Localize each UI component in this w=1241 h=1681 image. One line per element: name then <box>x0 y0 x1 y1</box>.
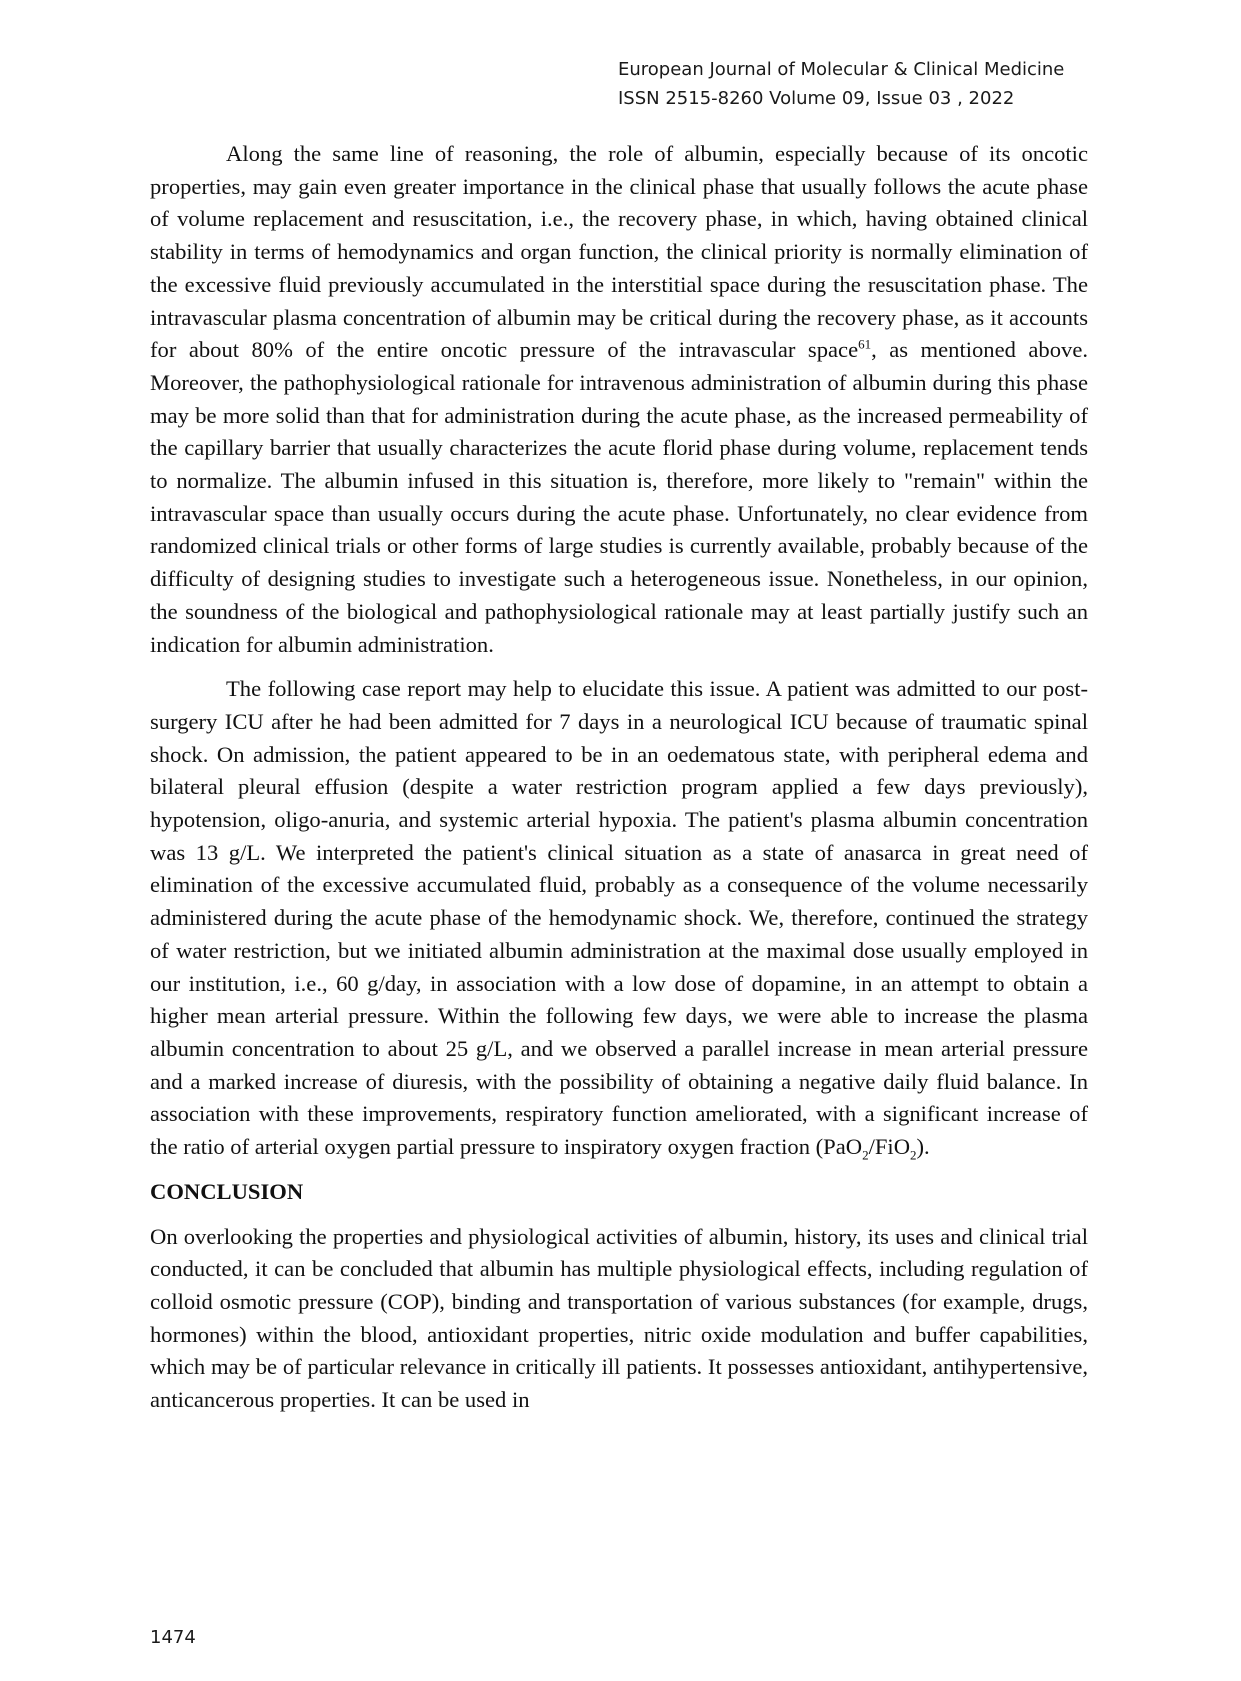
page-number: 1474 <box>150 1627 196 1648</box>
article-body <box>150 138 1088 1417</box>
paragraph-albumin-recovery-phase <box>150 138 1088 661</box>
issn-volume-line: ISSN 2515-8260 Volume 09, Issue 03 , 2022 <box>618 88 1015 109</box>
journal-title: European Journal of Molecular & Clinical Medicine <box>618 59 1065 80</box>
formula-pao2-fio2: (PaO$_2$/FiO$_2$). <box>815 1134 930 1163</box>
section-heading-conclusion: CONCLUSION <box>150 1178 304 1204</box>
paragraph-case-report <box>150 673 1088 1164</box>
paragraph-text: Along the same line of reasoning, the role of albumin, especially because of its oncotic properties, may gain even greater importance in the clinical phase that usually follows the acute phase of volume replacement and resuscitation, i.e., the recovery phase, in which, having obtained clinical stability in terms of hemodynamics and organ function, the clinical priority is normally elimination of the excessive fluid previously accumulated in the interstitial space during the resuscitation phase. The intravascular plasma concentration of albumin may be critical during the recovery phase, as it accounts for about 80% of the entire oncotic pressure of the intravascular space <box>150 141 1088 363</box>
journal-header <box>618 55 1064 113</box>
paragraph-conclusion: On overlooking the properties and physiological activities of albumin, history, its uses and clinical trial conducted, it can be concluded that albumin has multiple physiological effects, including regulation of colloid osmotic pressure (COP), binding and transportation of various substances (for example, drugs, hormones) within the blood, antioxidant properties, nitric oxide modulation and buffer capabilities, which may be of particular relevance in critically ill patients. It possesses antioxidant, antihypertensive, anticancerous properties. It can be used in <box>150 1223 1088 1413</box>
paragraph-text: , as mentioned above. Moreover, the pathophysiological rationale for intravenous administration of albumin during this phase may be more solid than that for administration during the acute phase, as the increased permeability of the capillary barrier that usually characterizes the acute florid phase during volume, replacement tends to normalize. The albumin infused in this situation is, therefore, more likely to "remain" within the intravascular space than usually occurs during the acute phase. Unfortunately, no clear evidence from randomized clinical trials or other forms of large studies is currently available, probably because of the difficulty of designing studies to investigate such a heterogeneous issue. Nonetheless, in our opinion, the soundness of the biological and pathophysiological rationale may at least partially justify such an indication for albumin administration. <box>150 337 1088 657</box>
paragraph-text: The following case report may help to elucidate this issue. A patient was admitted to our post-surgery ICU after he had been admitted for 7 days in a neurological ICU because of traumatic spinal shock. On admission, the patient appeared to be in an oedematous state, with peripheral edema and bilateral pleural effusion (despite a water restriction program applied a few days previously), hypotension, oligo-anuria, and systemic arterial hypoxia. The patient's plasma albumin concentration was 13 g/L. We interpreted the patient's clinical situation as a state of anasarca in great need of elimination of the excessive accumulated fluid, probably as a consequence of the volume necessarily administered during the acute phase of the hemodynamic shock. We, therefore, continued the strategy of water restriction, but we initiated albumin administration at the maximal dose usually employed in our institution, i.e., 60 g/day, in association with a low dose of dopamine, in an attempt to obtain a higher mean arterial pressure. Within the following few days, we were able to increase the plasma albumin concentration to about 25 g/L, and we observed a parallel increase in mean arterial pressure and a marked increase of diuresis, with the possibility of obtaining a negative daily fluid balance. In association with these improvements, respiratory function ameliorated, with a significant increase of the ratio of arterial oxygen partial pressure to inspiratory oxygen fraction <box>150 676 1088 1160</box>
citation-superscript: 61 <box>858 336 872 352</box>
